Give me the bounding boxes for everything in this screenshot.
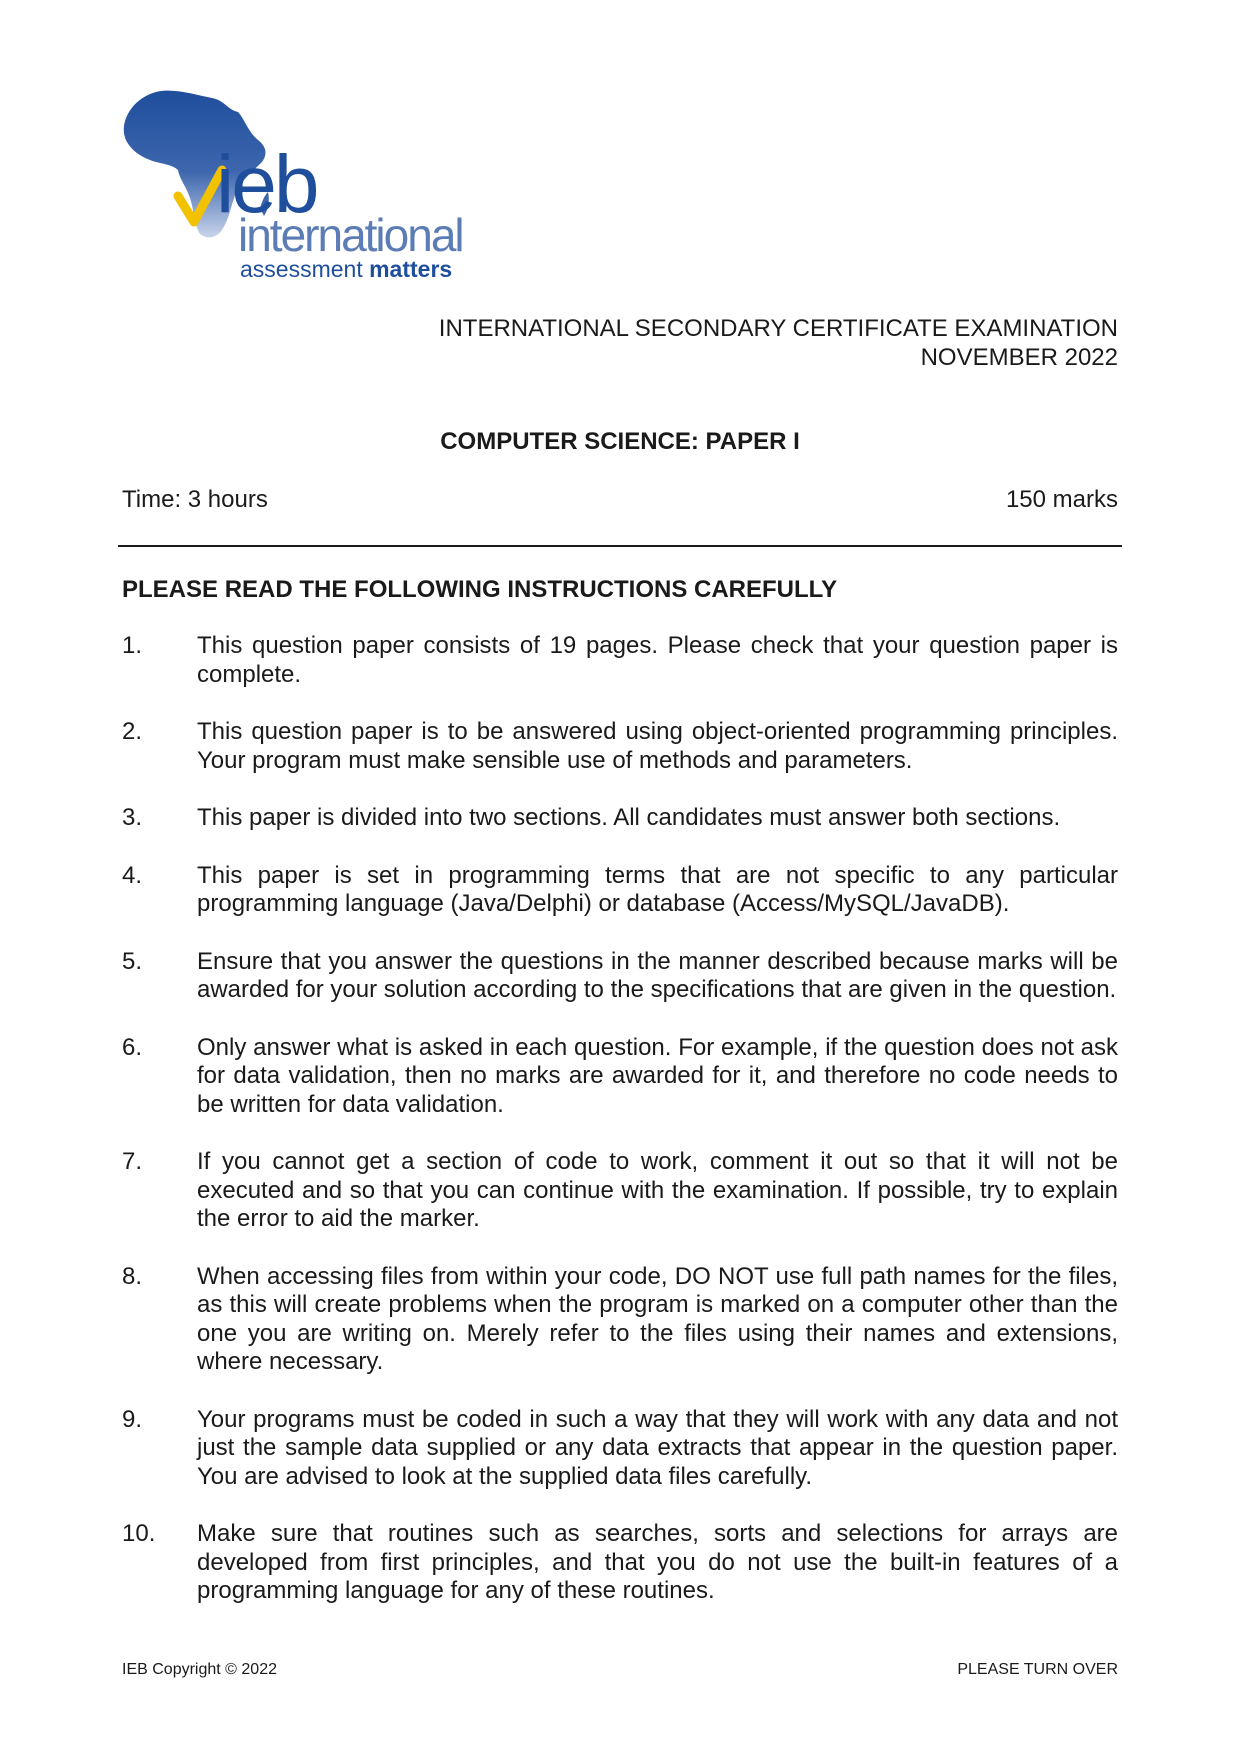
instruction-text: Only answer what is asked in each question. For example, if the question does not ask for data validation, then no marks are awarded for it, and therefore no code needs to be written for data validation. bbox=[197, 1033, 1118, 1118]
instruction-number: 3. bbox=[122, 804, 143, 831]
instruction-item bbox=[122, 862, 1118, 919]
instruction-number: 8. bbox=[122, 1262, 143, 1290]
instruction-text: Make sure that routines such as searches, sorts and selections for arrays are developed from first principles, and that you do not use the built-in features of a programming language for any of these routines. bbox=[197, 1520, 1118, 1604]
instruction-number: 2. bbox=[122, 718, 143, 745]
exam-date: NOVEMBER 2022 bbox=[920, 344, 1118, 371]
instruction-number: 10. bbox=[122, 1520, 156, 1547]
instruction-item bbox=[122, 1034, 1118, 1120]
instruction-number: 7. bbox=[122, 1148, 143, 1175]
footer-copyright: IEB Copyright © 2022 bbox=[122, 1661, 277, 1678]
instructions-heading: PLEASE READ THE FOLLOWING INSTRUCTIONS CAREFULLY bbox=[122, 576, 838, 603]
instruction-text: If you cannot get a section of code to work, comment it out so that it will not be executed and so that you can continue with the examination. If possible, try to explain the error to aid the marker. bbox=[197, 1148, 1118, 1232]
exam-time: Time: 3 hours bbox=[122, 486, 268, 513]
instruction-text: When accessing files from within your code, DO NOT use full path names for the files, as this will create problems when the program is marked on a computer other than the one you are writing on. Merely refer to the files using their names and extensions, where necessary. bbox=[197, 1262, 1118, 1375]
logo-tagline-bold: matters bbox=[369, 256, 453, 282]
instruction-item bbox=[122, 1406, 1118, 1492]
instruction-text: This question paper consists of 19 pages. Please check that your question paper is complete. bbox=[197, 632, 1118, 688]
paper-title: COMPUTER SCIENCE: PAPER I bbox=[440, 428, 800, 455]
exam-title bbox=[439, 314, 1118, 372]
header-divider bbox=[118, 545, 1122, 547]
footer-turn-over: PLEASE TURN OVER bbox=[957, 1661, 1118, 1678]
instruction-item bbox=[122, 1148, 1118, 1234]
instruction-number: 5. bbox=[122, 947, 143, 975]
instruction-number: 4. bbox=[122, 861, 143, 889]
exam-name: INTERNATIONAL SECONDARY CERTIFICATE EXAMINATION bbox=[438, 315, 1118, 342]
ieb-logo bbox=[120, 88, 490, 288]
instruction-item bbox=[122, 1520, 1118, 1606]
instruction-text: This paper is set in programming terms that are not specific to any particular programming language (Java/Delphi) or database (Access/MySQL/JavaDB). bbox=[197, 861, 1118, 917]
exam-marks: 150 marks bbox=[1005, 486, 1118, 513]
instruction-number: 6. bbox=[122, 1033, 143, 1061]
instruction-number: 9. bbox=[122, 1405, 143, 1433]
instruction-item bbox=[122, 718, 1118, 775]
logo-tagline-prefix: assessment bbox=[240, 256, 363, 282]
instruction-item bbox=[122, 1263, 1118, 1377]
instruction-text: This question paper is to be answered using object-oriented programming principles. Your program must make sensible use of methods and parameters. bbox=[197, 718, 1118, 774]
time-marks-row bbox=[122, 486, 1118, 514]
instruction-item bbox=[122, 804, 1118, 833]
logo-tagline bbox=[240, 258, 452, 281]
instruction-text: Ensure that you answer the questions in the manner described because marks will be awarded for your solution according to the specifications that are given in the question. bbox=[197, 947, 1118, 1003]
logo-subtitle: international bbox=[238, 209, 463, 261]
instruction-text: This paper is divided into two sections. All candidates must answer both sections. bbox=[197, 804, 1061, 831]
logo-wordmark: ieb bbox=[216, 139, 317, 230]
instruction-text: Your programs must be coded in such a way that they will work with any data and not just the sample data supplied or any data extracts that appear in the question paper. You are advised to look at the supplied data files carefully. bbox=[197, 1405, 1118, 1490]
instructions-list bbox=[122, 632, 1118, 1635]
instruction-item bbox=[122, 948, 1118, 1005]
instruction-number: 1. bbox=[122, 632, 143, 659]
instruction-item bbox=[122, 632, 1118, 689]
